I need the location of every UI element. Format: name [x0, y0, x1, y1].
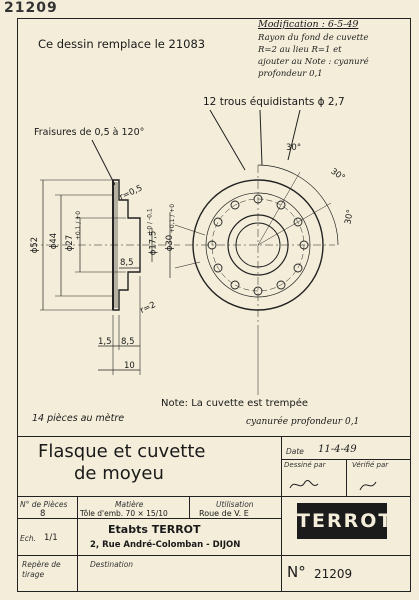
dim-d52: ϕ52: [30, 236, 41, 254]
dim-width-10: 10: [124, 361, 135, 371]
dim-r05: r=0,5: [118, 183, 145, 203]
drawing-number-value: 21209: [314, 567, 353, 581]
modification-line: ajouter au Note : cyanuré: [258, 57, 369, 67]
dim-width-8-5-top: 8,5: [120, 258, 134, 268]
dim-d17: ϕ17,5: [148, 230, 159, 256]
dim-r2: r=2: [138, 300, 158, 316]
material-label: Matière: [115, 500, 144, 509]
dim-angle-30-c: 30°: [343, 208, 356, 226]
scale-value: 1/1: [44, 533, 58, 543]
holes-note: 12 trous équidistants ϕ 2,7: [203, 96, 345, 108]
company-address: 2, Rue André-Colomban - DIJON: [90, 540, 241, 550]
dim-angle-30-a: 30°: [286, 143, 302, 153]
dim-width-1-5: 1,5: [98, 337, 112, 347]
date-value: 11-4-49: [318, 444, 357, 455]
terrot-logo: TERROT: [297, 503, 387, 539]
drawing-number-corner: 21209: [4, 0, 58, 16]
drawing-number-label: N°: [287, 563, 306, 581]
date-label: Date: [286, 447, 304, 456]
checked-by-label: Vérifié par: [352, 461, 389, 469]
dim-width-8-5: 8,5: [121, 337, 135, 347]
use-value: Roue de V. E: [199, 509, 249, 518]
fraisures-note: Fraisures de 0,5 à 120°: [34, 127, 145, 138]
use-label: Utilisation: [216, 500, 254, 509]
material-value: Tôle d'emb. 70 × 15/10: [80, 509, 168, 518]
dim-d17-tolerance: +0 / -0,1: [146, 208, 154, 235]
part-title-line2: de moyeu: [74, 463, 164, 484]
scale-label: Ech.: [20, 534, 36, 543]
dim-d44: ϕ44: [49, 232, 60, 250]
dim-d27-tolerance: +0,1 / +0: [75, 210, 83, 241]
hardening-note-depth: cyanurée profondeur 0,1: [246, 417, 360, 427]
pieces-value: 8: [40, 509, 46, 519]
modification-line: profondeur 0,1: [258, 69, 323, 79]
pieces-label: N° de Pièces: [20, 500, 68, 509]
destination-label: Destination: [90, 560, 134, 569]
part-title-line1: Flasque et cuvette: [38, 441, 206, 462]
replaces-note: Ce dessin remplace le 21083: [38, 37, 206, 51]
note-text: Note: La cuvette est trempée: [161, 398, 308, 409]
dim-d30-tolerance: +0,1 / +0: [169, 203, 177, 234]
drawn-by-label: Dessiné par: [284, 461, 326, 469]
modification-line: R=2 au lieu R=1 et: [258, 45, 342, 55]
pieces-per-meter: 14 pièces au mètre: [32, 413, 125, 424]
modification-line: Rayon du fond de cuvette: [258, 33, 369, 43]
dim-d27: ϕ27: [65, 234, 76, 252]
company-name: Etabts TERROT: [108, 523, 201, 536]
dim-d30: ϕ30: [165, 234, 176, 252]
dim-angle-30-b: 30°: [328, 166, 347, 184]
repere-label: Repère de tirage: [22, 560, 61, 579]
modification-heading: Modification : 6-5-49: [258, 19, 359, 30]
